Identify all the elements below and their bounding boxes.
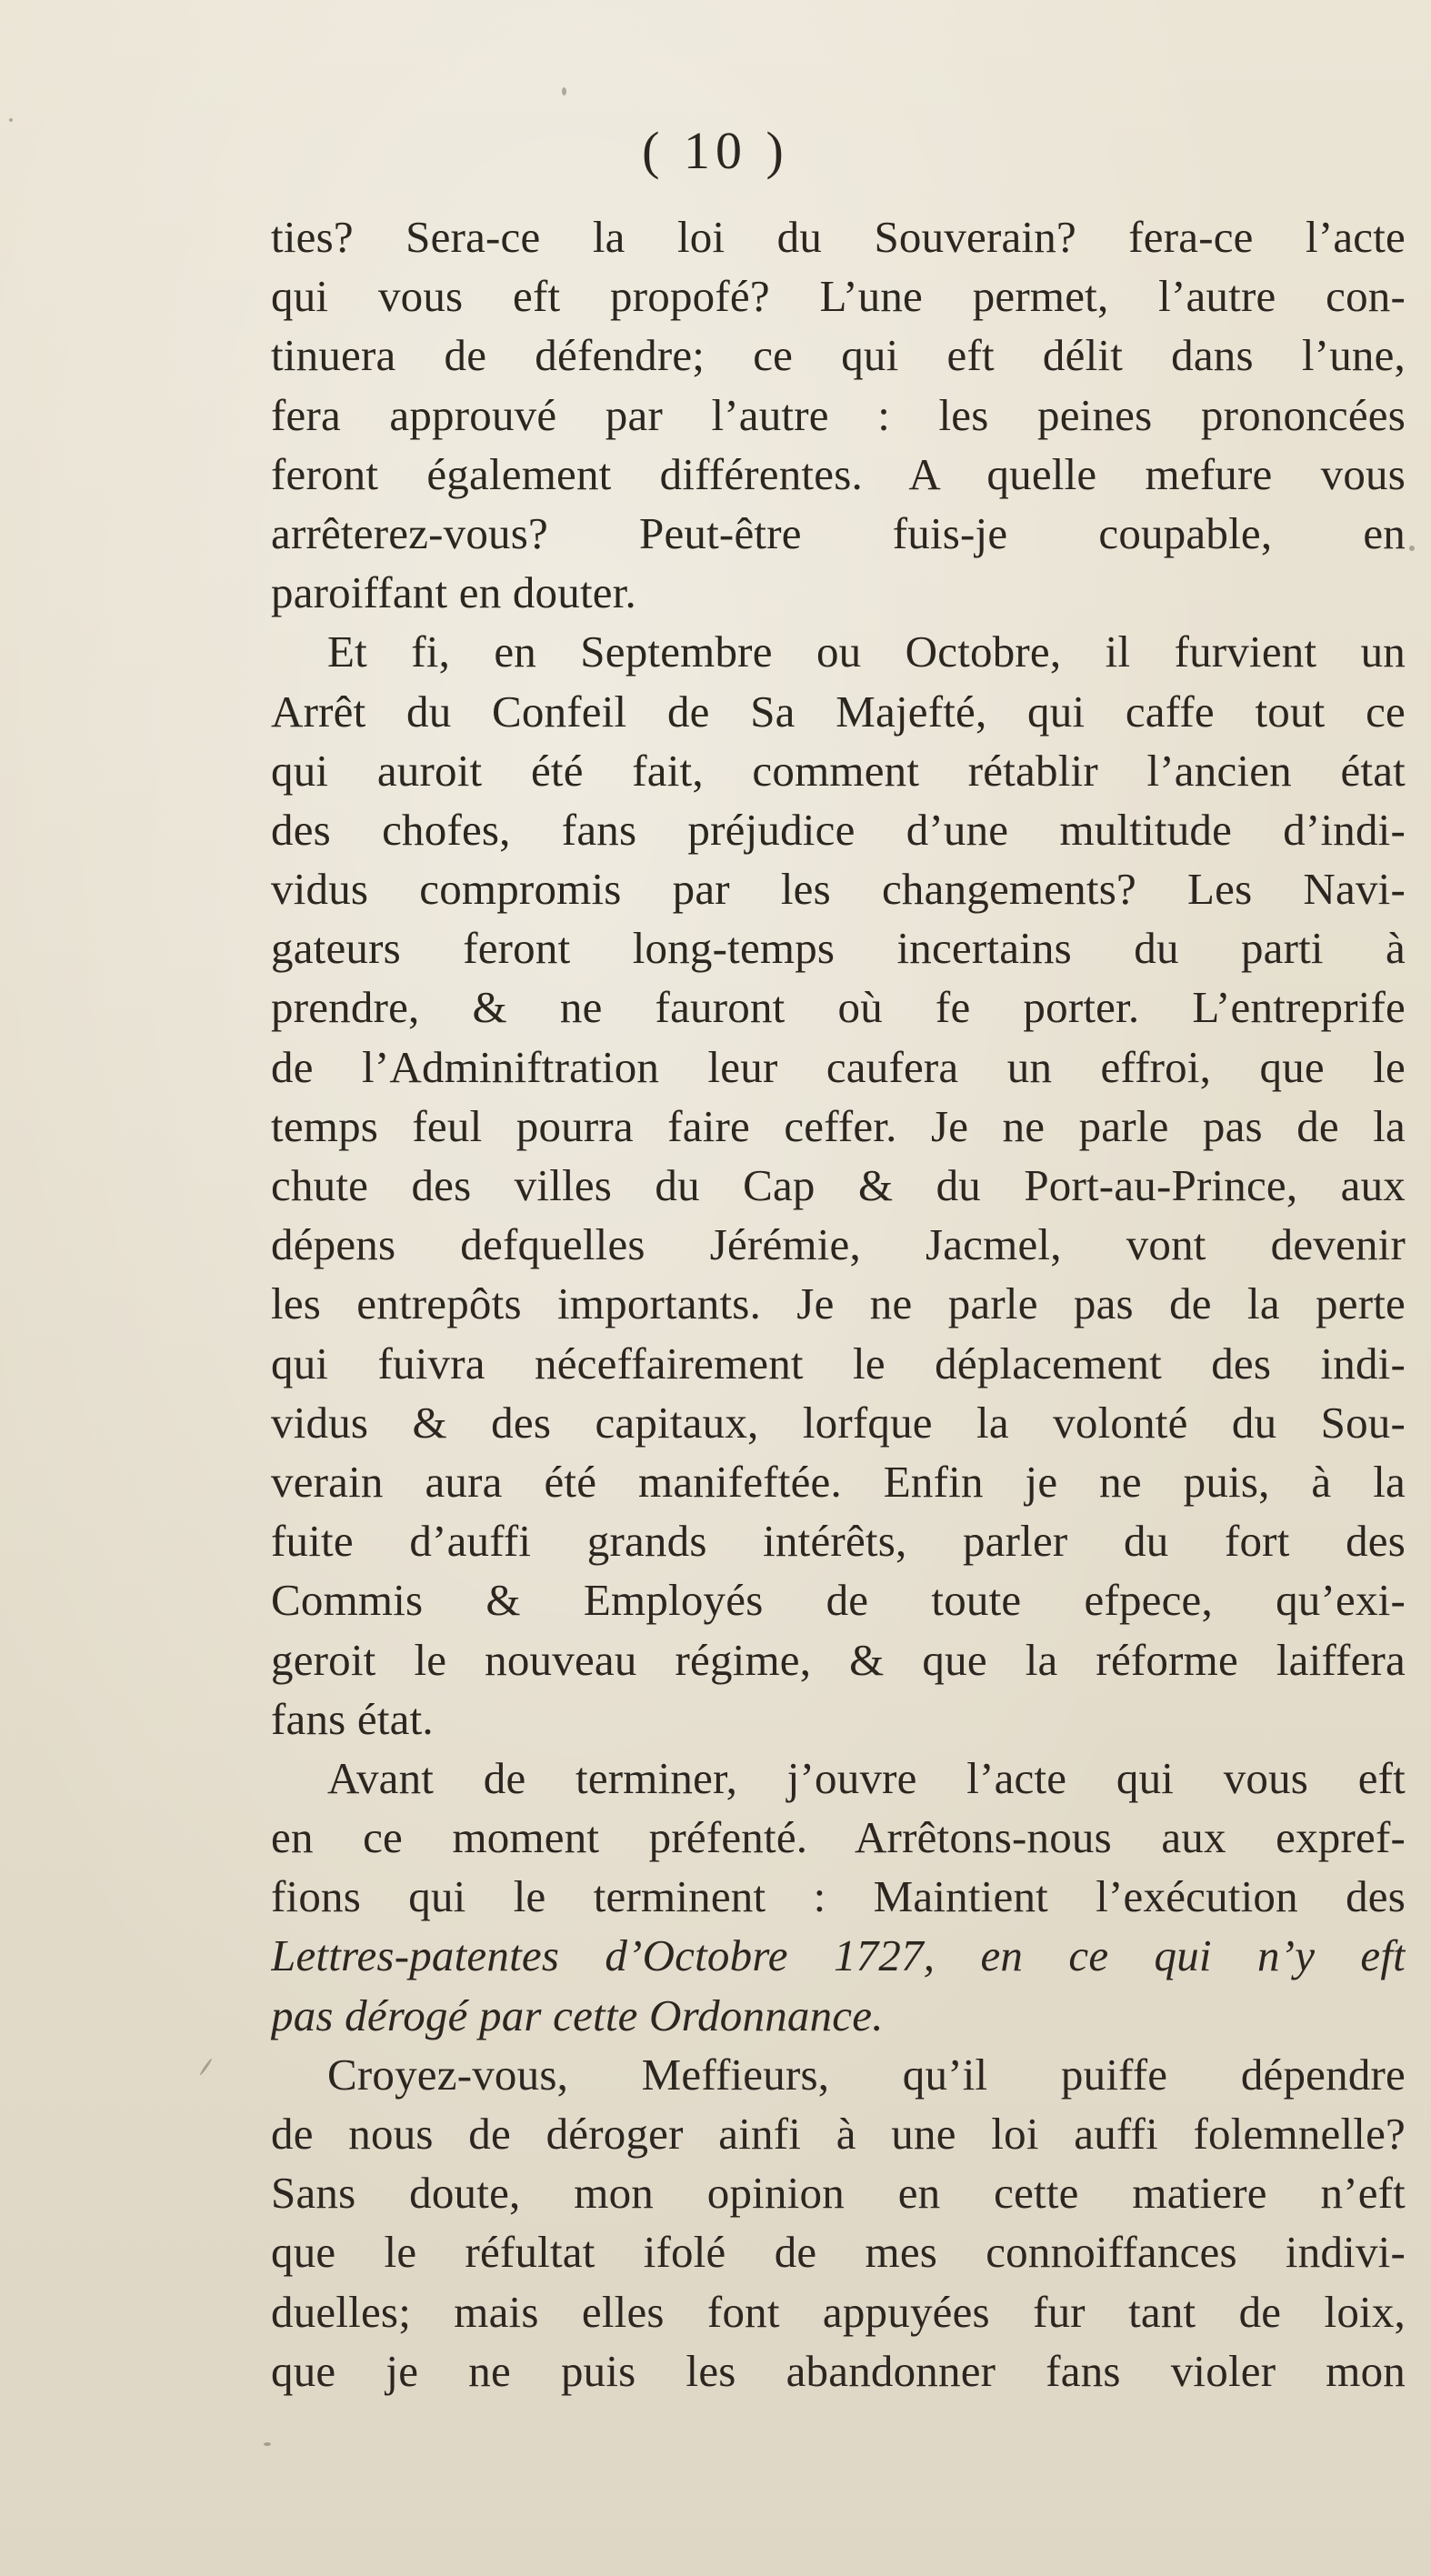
text-line: geroit le nouveau régime, & que la réforme laiffera bbox=[271, 1634, 1406, 1685]
text-line: tinuera de défendre; ce qui eft délit dans l’une, bbox=[271, 330, 1406, 381]
text-line: fuite d’auffi grands intérêts, parler du fort des bbox=[271, 1516, 1406, 1567]
text-line: temps feul pourra faire ceffer. Je ne parle pas de la bbox=[271, 1100, 1406, 1151]
text-line: gateurs feront long-temps incertains du parti à bbox=[271, 923, 1406, 974]
text-line: chute des villes du Cap & du Port-au-Prince, aux bbox=[271, 1160, 1406, 1210]
paper-speck bbox=[264, 2442, 271, 2446]
text-line: vidus compromis par les changements? Les Navi- bbox=[271, 864, 1406, 915]
paper-speck bbox=[562, 87, 566, 95]
text-line: en ce moment préfenté. Arrêtons-nous aux expref- bbox=[271, 1812, 1406, 1863]
page-number: ( 10 ) bbox=[642, 121, 789, 180]
paper-speck bbox=[9, 118, 13, 122]
text-line: feront également différentes. A quelle mefure vous bbox=[271, 448, 1406, 499]
text-line: fions qui le terminent : Maintient l’exécution des bbox=[271, 1871, 1406, 1922]
text-line: duelles; mais elles font appuyées fur tant de loix, bbox=[271, 2286, 1406, 2337]
text-line: de l’Adminiftration leur caufera un effroi, que le bbox=[271, 1041, 1406, 1092]
text-line: que le réfultat ifolé de mes connoiffances indivi- bbox=[271, 2227, 1406, 2278]
text-line: Croyez-vous, Meffieurs, qu’il puiffe dépendre bbox=[327, 2049, 1406, 2100]
text-line: Et fi, en Septembre ou Octobre, il furvient un bbox=[327, 626, 1406, 677]
text-line: fera approuvé par l’autre : les peines prononcées bbox=[271, 389, 1406, 440]
text-line: paroiffant en douter. bbox=[271, 567, 636, 618]
text-line: qui auroit été fait, comment rétablir l’ancien état bbox=[271, 745, 1406, 796]
paper-speck bbox=[199, 2058, 213, 2076]
text-line-italic: pas dérogé par cette Ordonnance. bbox=[271, 1990, 884, 2040]
text-line: Avant de terminer, j’ouvre l’acte qui vous eft bbox=[327, 1752, 1406, 1803]
text-line: dépens defquelles Jérémie, Jacmel, vont devenir bbox=[271, 1219, 1406, 1270]
paper-speck bbox=[1409, 546, 1415, 551]
text-line: verain aura été manifeftée. Enfin je ne puis, à la bbox=[271, 1456, 1406, 1507]
text-line: qui fuivra néceffairement le déplacement des indi- bbox=[271, 1338, 1406, 1388]
text-line-italic: Lettres-patentes d’Octobre 1727, en ce qui n’y eft bbox=[271, 1930, 1406, 1981]
text-line: qui vous eft propofé? L’une permet, l’autre con- bbox=[271, 271, 1406, 322]
text-line: Commis & Employés de toute efpece, qu’exi- bbox=[271, 1575, 1406, 1626]
text-line: vidus & des capitaux, lorfque la volonté du Sou- bbox=[271, 1397, 1406, 1448]
text-line: les entrepôts importants. Je ne parle pas de la perte bbox=[271, 1278, 1406, 1329]
text-line: arrêterez-vous? Peut-être fuis-je coupable, en bbox=[271, 507, 1406, 558]
text-line: fans état. bbox=[271, 1693, 434, 1744]
text-line: que je ne puis les abandonner fans violer mon bbox=[271, 2345, 1406, 2396]
text-line: des chofes, fans préjudice d’une multitude d’indi- bbox=[271, 804, 1406, 855]
page-text bbox=[271, 207, 1406, 2401]
text-line: prendre, & ne fauront où fe porter. L’entreprife bbox=[271, 982, 1406, 1033]
text-line: Sans doute, mon opinion en cette matiere n’eft bbox=[271, 2168, 1406, 2219]
text-line: de nous de déroger ainfi à une loi auffi folemnelle? bbox=[271, 2109, 1406, 2159]
text-line: ties? Sera-ce la loi du Souverain? fera-ce l’acte bbox=[271, 212, 1406, 262]
text-line: Arrêt du Confeil de Sa Majefté, qui caffe tout ce bbox=[271, 686, 1406, 737]
